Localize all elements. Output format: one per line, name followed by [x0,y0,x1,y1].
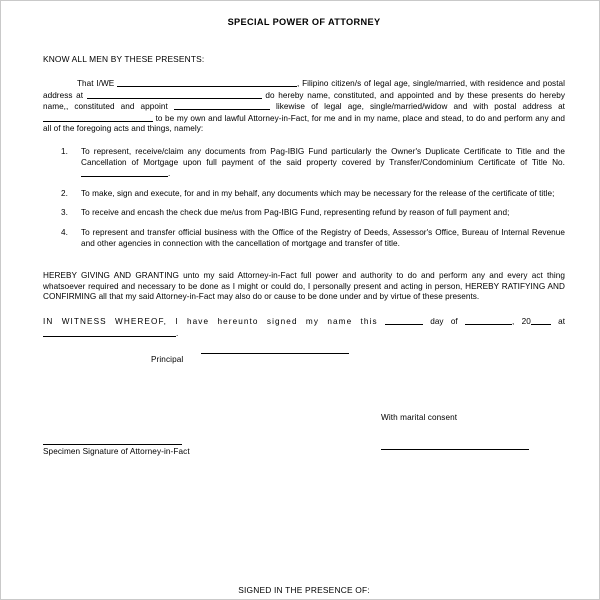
list-item-number: 3. [61,208,68,218]
list-item-text: To represent, receive/claim any documents from Pag-IBIG Fund particularly the Owner's Duplicate Certificate to Title and the Cancellation of Mortgage upon full payment of the said property covered by Transfer/Condominium Certificate of Title No. [81,146,565,167]
attorney-address-blank[interactable] [43,113,153,122]
list-item-text: To represent and transfer official business with the Office of the Registry of Deeds, Assessor's Office, Bureau of Internal Revenue and other agencies in connection with the cancellation of mortgage and transfer of title. [81,227,565,248]
month-blank[interactable] [465,316,512,325]
marital-consent-label: With marital consent [381,413,458,423]
principal-signature-label: Principal [151,355,184,365]
witness-paragraph [43,303,565,339]
list-item-text: To make, sign and execute, for and in my behalf, any documents which may be necessary for the release of the certificate of title; [81,188,555,198]
witness-segment-2: day of [430,316,458,326]
granting-paragraph [43,249,565,303]
intro-segment-1: That I/WE [77,79,115,88]
intro-segment-2: , Filipino citizen/s of legal age, single/married, with residence and postal address at [43,79,565,100]
witness-segment-4: at [558,316,566,326]
list-item [43,189,565,200]
list-item-text-tail: . [168,169,171,179]
place-blank[interactable] [43,328,179,338]
list-item-number: 2. [61,188,68,198]
day-blank[interactable] [385,316,423,325]
page-title: SPECIAL POWER OF ATTORNEY [227,17,381,27]
intro-paragraph [43,64,565,135]
list-item [43,147,565,180]
granting-paragraph-text: HEREBY GIVING AND GRANTING unto my said Attorney-in-Fact full power and authority to do and perform any and every act thing whatsoever required and necessary to be done as I might or could do, I personally present and acting in person, HEREBY RATIFYING AND CONFIRMING all that my said Attorney-in-Fact may also do or cause to be done under and by virtue of these presents. [43,271,565,302]
list-item-text: To receive and encash the check due me/us from Pag-IBIG Fund, representing refund by reason of full payment and; [81,208,510,218]
principal-signature-rule[interactable] [201,353,349,354]
intro-segment-3: do hereby name, constituted, and appointed and by these presents do hereby name,, constituted and appoint [43,90,565,112]
signature-area [43,339,565,549]
signed-in-presence-line: SIGNED IN THE PRESENCE OF: [238,585,370,596]
witness-segment-3: , 20 [512,316,531,326]
list-item-number: 4. [61,227,68,237]
marital-consent-signature-rule[interactable] [381,449,529,450]
salutation-line: KNOW ALL MEN BY THESE PRESENTS: [43,54,205,64]
witness-segment-1: IN WITNESS WHEREOF, I have hereunto signed my name this [43,316,378,326]
specimen-signature-rule[interactable] [43,444,182,445]
powers-list [43,135,565,249]
intro-segment-4: likewise of legal age, single/married/widow and with postal address at [275,102,565,112]
intro-segment-5: to be my own and lawful Attorney-in-Fact, for me and in my name, place and stead, to do and perform any and all of the foregoing acts and things, namely: [43,113,565,134]
title-number-blank[interactable] [81,168,171,179]
list-item [43,208,565,219]
principal-address-blank[interactable] [87,90,262,99]
attorney-name-blank[interactable] [174,101,270,110]
witness-segment-5: . [176,328,179,338]
specimen-signature-label: Specimen Signature of Attorney-in-Fact [43,447,190,457]
principal-name-blank[interactable] [117,78,297,87]
list-item [43,228,565,249]
document-body [1,1,600,600]
year-blank[interactable] [531,316,551,325]
list-item-number: 1. [61,146,68,156]
